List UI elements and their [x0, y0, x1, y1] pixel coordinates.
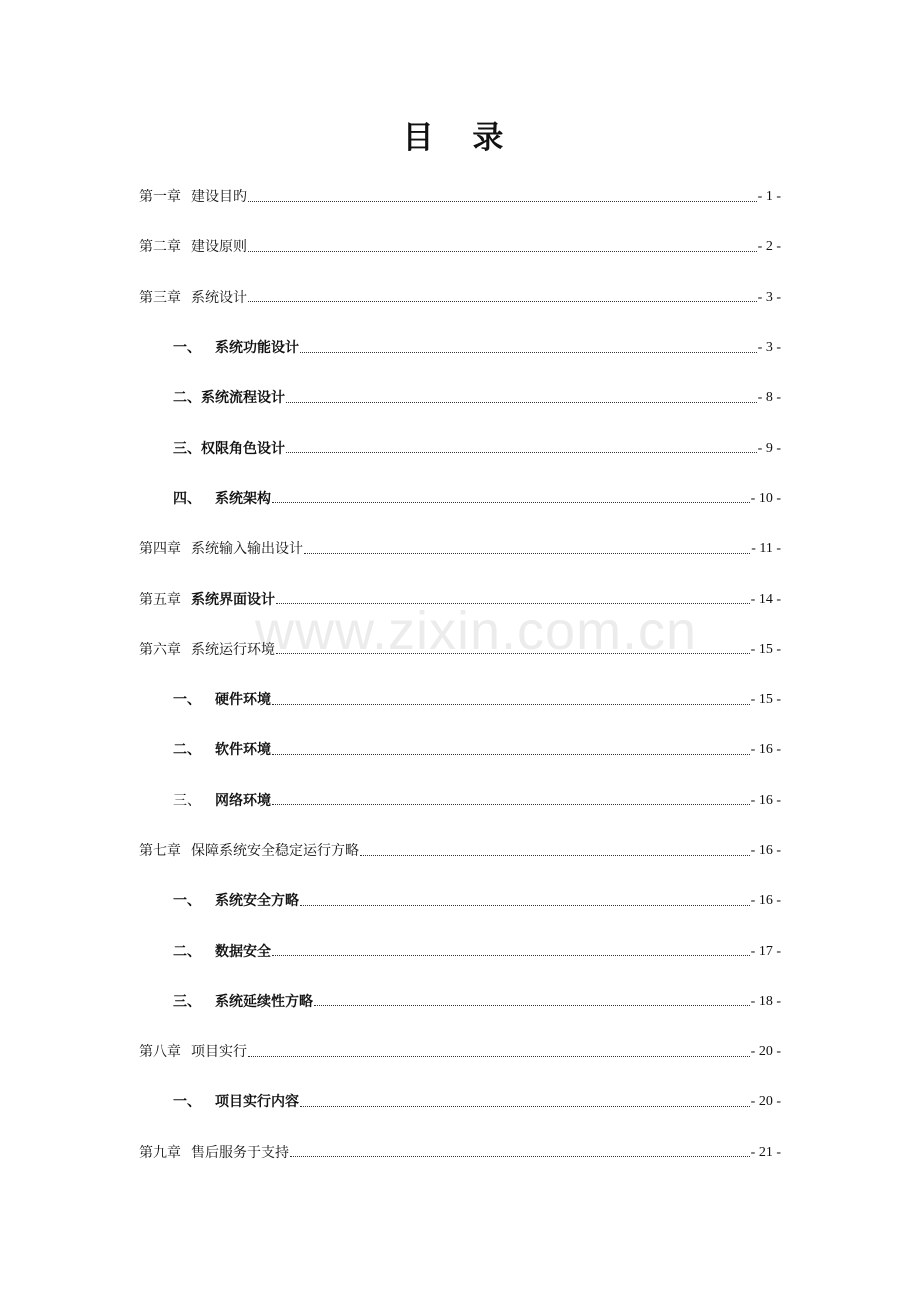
toc-entry-section-7-3[interactable]: [139, 977, 781, 1027]
toc-entry-label: 系统架构: [215, 490, 271, 507]
dot-leader: [272, 704, 750, 705]
toc-entry-page: - 17 -: [750, 943, 781, 959]
toc-entry-page: - 10 -: [750, 490, 781, 506]
toc-entry-label: 权限角色设计: [201, 440, 285, 457]
dot-leader: [248, 1056, 750, 1057]
toc-entry-label: 建设目旳: [191, 189, 247, 206]
toc-entry-page: - 15 -: [750, 641, 781, 657]
toc-entry-section-7-2[interactable]: [139, 926, 781, 976]
toc-entry-number: 第一章: [139, 189, 181, 206]
toc-entry-section-8-1[interactable]: [139, 1077, 781, 1127]
toc-entry-label: 系统界面设计: [191, 591, 275, 608]
toc-entry-page: - 11 -: [751, 541, 781, 557]
toc-entry-chapter-9[interactable]: [139, 1128, 781, 1178]
toc-entry-number: 二、: [173, 742, 201, 759]
toc-entry-page: - 21 -: [750, 1144, 781, 1160]
dot-leader: [276, 603, 750, 604]
toc-entry-label: 数据安全: [215, 943, 271, 960]
toc-entry-number: 第九章: [139, 1144, 181, 1161]
toc-entry-page: - 20 -: [750, 1094, 781, 1110]
toc-entry-number: 二、: [173, 390, 201, 407]
toc-entry-page: - 14 -: [750, 591, 781, 607]
dot-leader: [300, 352, 757, 353]
toc-entry-number: 第五章: [139, 591, 181, 608]
toc-entry-page: - 8 -: [757, 390, 781, 406]
dot-leader: [286, 452, 757, 453]
table-of-contents: [139, 172, 781, 1178]
toc-entry-chapter-6[interactable]: [139, 625, 781, 675]
toc-entry-number: 一、: [173, 893, 201, 910]
toc-entry-page: - 16 -: [750, 893, 781, 909]
toc-entry-label: 系统安全方略: [215, 893, 299, 910]
toc-entry-label: 系统功能设计: [215, 340, 299, 357]
dot-leader: [248, 251, 757, 252]
toc-entry-number: 一、: [173, 692, 201, 709]
dot-leader: [248, 201, 757, 202]
dot-leader: [300, 905, 750, 906]
toc-entry-page: - 16 -: [750, 792, 781, 808]
toc-entry-chapter-3[interactable]: [139, 273, 781, 323]
toc-entry-label: 项目实行: [191, 1044, 247, 1061]
toc-entry-number: 三、: [173, 993, 201, 1010]
dot-leader: [300, 1106, 750, 1107]
toc-entry-chapter-1[interactable]: [139, 172, 781, 222]
toc-entry-number: 三、: [173, 792, 201, 809]
dot-leader: [272, 754, 750, 755]
toc-entry-number: 三、: [173, 440, 201, 457]
dot-leader: [314, 1005, 750, 1006]
toc-entry-page: - 16 -: [750, 742, 781, 758]
toc-entry-section-7-1[interactable]: [139, 876, 781, 926]
toc-entry-page: - 2 -: [757, 239, 781, 255]
toc-entry-label: 软件环境: [215, 742, 271, 759]
toc-entry-section-3-1[interactable]: [139, 323, 781, 373]
toc-entry-section-3-2[interactable]: [139, 373, 781, 423]
toc-entry-label: 建设原则: [191, 239, 247, 256]
dot-leader: [304, 553, 750, 554]
toc-title: 目 录: [402, 120, 518, 156]
toc-entry-section-6-3[interactable]: [139, 776, 781, 826]
toc-entry-label: 硬件环境: [215, 692, 271, 709]
dot-leader: [272, 502, 750, 503]
toc-entry-label: 售后服务于支持: [191, 1144, 289, 1161]
toc-entry-label: 系统输入输出设计: [191, 541, 303, 558]
toc-entry-label: 系统延续性方略: [215, 993, 313, 1010]
toc-entry-number: 第七章: [139, 843, 181, 859]
toc-entry-chapter-2[interactable]: [139, 222, 781, 272]
toc-entry-number: 二、: [173, 943, 201, 960]
toc-entry-page: - 20 -: [750, 1044, 781, 1060]
toc-entry-page: - 1 -: [757, 189, 781, 205]
toc-entry-chapter-5[interactable]: [139, 574, 781, 624]
toc-entry-number: 第四章: [139, 541, 181, 558]
toc-entry-chapter-8[interactable]: [139, 1027, 781, 1077]
dot-leader: [286, 402, 757, 403]
toc-entry-page: - 18 -: [750, 993, 781, 1009]
toc-entry-section-3-3[interactable]: [139, 423, 781, 473]
toc-entry-number: 第二章: [139, 239, 181, 256]
dot-leader: [248, 301, 757, 302]
toc-entry-chapter-7[interactable]: [139, 826, 781, 876]
toc-entry-number: 第六章: [139, 641, 181, 658]
toc-entry-label: 系统设计: [191, 289, 247, 306]
toc-entry-number: 一、: [173, 340, 201, 357]
toc-entry-number: 一、: [173, 1094, 201, 1111]
toc-entry-page: - 3 -: [757, 340, 781, 356]
toc-entry-label: 保障系统安全稳定运行方略: [191, 843, 359, 859]
toc-entry-page: - 16 -: [750, 843, 781, 858]
toc-entry-label: 系统流程设计: [201, 390, 285, 407]
toc-entry-page: - 15 -: [750, 692, 781, 708]
watermark: www.zixin.com.cn: [255, 601, 698, 661]
dot-leader: [290, 1156, 750, 1157]
dot-leader: [360, 855, 750, 856]
dot-leader: [276, 653, 750, 654]
toc-entry-number: 第三章: [139, 289, 181, 306]
toc-entry-section-6-1[interactable]: [139, 675, 781, 725]
toc-entry-label: 系统运行环境: [191, 641, 275, 658]
toc-entry-label: 项目实行内容: [215, 1094, 299, 1111]
toc-entry-label: 网络环境: [215, 792, 271, 809]
toc-entry-section-3-4[interactable]: [139, 474, 781, 524]
toc-entry-section-6-2[interactable]: [139, 725, 781, 775]
dot-leader: [272, 804, 750, 805]
toc-entry-page: - 9 -: [757, 440, 781, 456]
toc-entry-page: - 3 -: [757, 289, 781, 305]
toc-entry-number: 四、: [173, 490, 201, 507]
dot-leader: [272, 955, 750, 956]
toc-entry-number: 第八章: [139, 1044, 181, 1061]
toc-entry-chapter-4[interactable]: [139, 524, 781, 574]
